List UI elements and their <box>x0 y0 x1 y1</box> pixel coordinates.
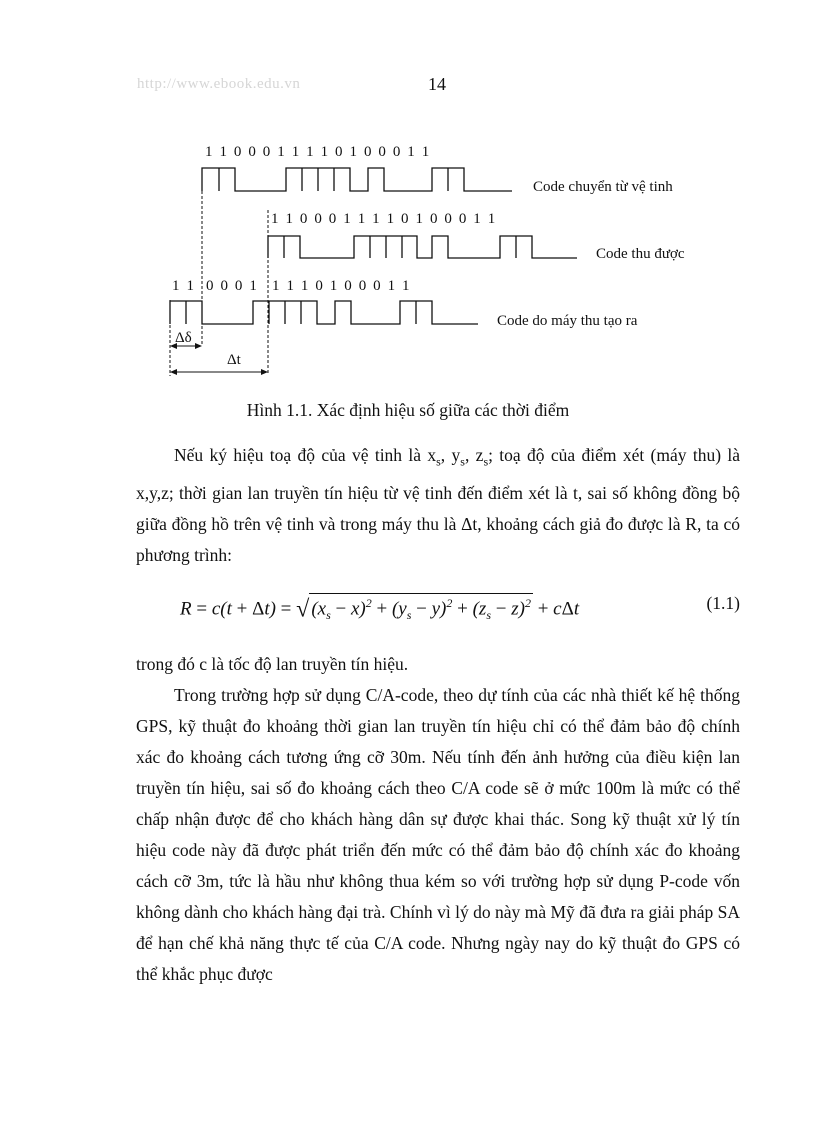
satellite-bit-labels: 1 1 0 0 0 1 1 1 1 0 1 0 0 0 1 1 <box>205 144 431 160</box>
receiver-bit-labels-c: 1 1 1 0 1 0 0 0 1 1 <box>272 278 412 294</box>
receiver-bit-labels-a: 1 1 <box>172 278 196 294</box>
delta-delta-label: Δδ <box>175 330 192 346</box>
receiver-bit-labels-b: 0 0 0 1 <box>206 278 259 294</box>
paragraph-3: Trong trường hợp sử dụng C/A-code, theo dự tính của các nhà thiết kế hệ thống GPS, kỹ thuật đo khoảng thời gian lan truyền tín hiệu chỉ có thể đảm bảo độ chính xác đo khoảng cách tương ứng cỡ 30m. Nếu tính đến ảnh hưởng của điều kiện lan truyền tín hiệu, sai số đo khoảng cách theo C/A code sẽ ở mức 100m là mức có thể chấp nhận được để cho khách hàng dân sự được khai thác. Song kỹ thuật xử lý tín hiệu code này đã được phát triển đến mức có thể đảm bảo độ chính xác đo khoảng cách cỡ 3m, tức là hầu như không thua kém so với trường hợp sử dụng P-code vốn không dành cho khách hàng đại trà. Chính vì lý do này mà Mỹ đã đưa ra giải pháp SA để hạn chế khả năng thực tế của C/A code. Nhưng ngày nay do kỹ thuật đo GPS có thể khắc phục được <box>136 685 740 984</box>
delta-t-arrowhead-left <box>170 369 177 375</box>
code-timing-figure <box>0 0 816 400</box>
equation-1-1 <box>180 583 740 633</box>
receiver-code-label: Code do máy thu tạo ra <box>497 313 638 329</box>
delta-delta-arrowhead-right <box>195 343 202 349</box>
source-watermark: http://www.ebook.edu.vn <box>137 76 301 92</box>
equation-number: (1.1) <box>706 593 740 613</box>
delta-t-label: Δt <box>227 352 241 368</box>
satellite-code-label: Code chuyển từ vệ tinh <box>533 179 673 195</box>
satellite-code-waveform <box>202 168 512 191</box>
paragraph-2: trong đó c là tốc độ lan truyền tín hiệu. <box>136 654 409 674</box>
paragraph-1: Nếu ký hiệu toạ độ của vệ tinh là $x_s$, $y_s$, $z_s$; toạ độ của điểm xét (máy thu) là x,y,z; thời gian lan truyền tín hiệu từ vệ tinh đến điểm xét là t, sai số không đồng bộ giữa đồng hồ trên vệ tinh và trong máy thu là Δt, khoảng cách giả đo được là R, ta có phương trình: <box>136 445 740 565</box>
received-bit-labels: 1 1 0 0 0 1 1 1 1 0 1 0 0 0 1 1 <box>271 211 497 227</box>
equation-expression: R = c(t + Δt) = √ $(x_s - x)^2 + (y_s - y)^2 + (z_s - z)^2 + c\Delta t$ <box>180 593 579 623</box>
page-number: 14 <box>428 74 446 94</box>
figure-caption: Hình 1.1. Xác định hiệu số giữa các thời điểm <box>246 400 570 420</box>
receiver-code-waveform <box>170 301 478 324</box>
received-code-waveform <box>268 236 577 258</box>
received-code-label: Code thu được <box>596 246 685 262</box>
delta-t-arrowhead-right <box>261 369 268 375</box>
